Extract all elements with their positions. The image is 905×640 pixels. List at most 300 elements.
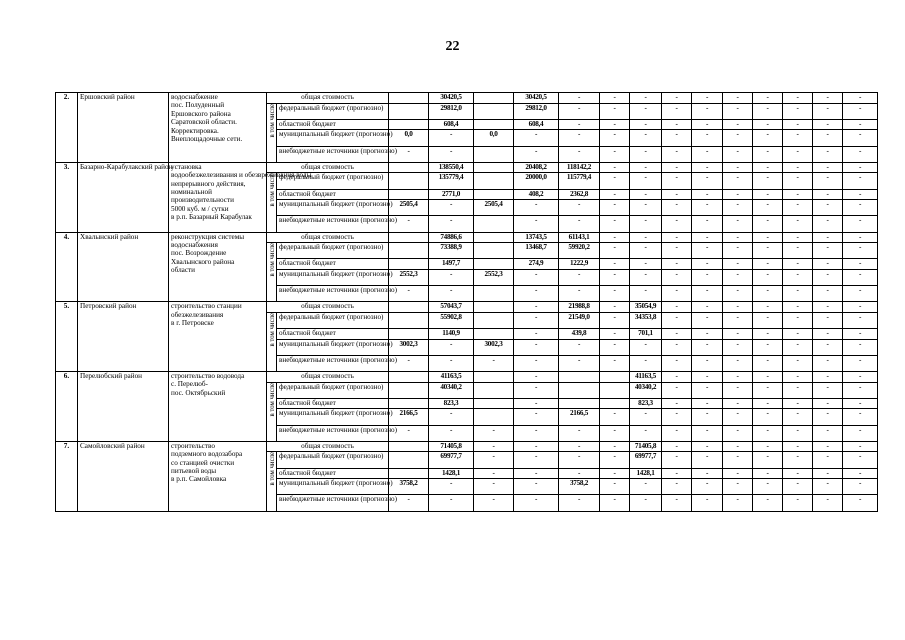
value-cell: - — [600, 103, 630, 119]
value-cell: - — [559, 441, 600, 452]
value-cell: 69977,7 — [630, 452, 662, 468]
funding-source-label: областной бюджет — [277, 259, 389, 270]
value-cell: - — [813, 312, 843, 328]
value-cell: - — [813, 269, 843, 285]
value-cell: - — [559, 468, 600, 479]
value-cell: - — [753, 103, 783, 119]
value-cell: - — [662, 425, 692, 441]
value-cell: - — [600, 232, 630, 243]
description-line: непрерывного действия, — [171, 179, 246, 188]
value-cell: - — [600, 269, 630, 285]
value-cell — [474, 216, 514, 232]
value-cell — [389, 302, 429, 313]
value-cell: 3002,3 — [474, 339, 514, 355]
value-cell: - — [813, 339, 843, 355]
description-line: области — [171, 266, 196, 275]
value-cell: - — [429, 200, 474, 216]
value-cell: - — [514, 200, 559, 216]
value-cell: - — [630, 146, 662, 162]
value-cell: - — [723, 103, 753, 119]
value-cell: - — [600, 329, 630, 340]
value-cell: - — [559, 355, 600, 371]
value-cell: - — [723, 269, 753, 285]
description-line: подземного водозабора — [171, 450, 243, 459]
value-cell: - — [600, 339, 630, 355]
value-cell: - — [662, 452, 692, 468]
table-row — [56, 372, 878, 383]
row-number: 4. — [56, 232, 78, 302]
value-cell: - — [662, 495, 692, 511]
including-vertical-label — [267, 243, 277, 302]
value-cell: - — [692, 372, 723, 383]
value-cell: - — [843, 269, 878, 285]
value-cell: - — [630, 495, 662, 511]
description-line: со станцией очистки — [171, 458, 235, 467]
value-cell: - — [723, 312, 753, 328]
funding-source-label: областной бюджет — [277, 119, 389, 130]
value-cell: - — [813, 495, 843, 511]
value-cell: - — [559, 216, 600, 232]
value-cell: - — [662, 269, 692, 285]
value-cell: - — [753, 302, 783, 313]
including-label-text: в том числе — [269, 312, 276, 347]
value-cell — [389, 372, 429, 383]
project-description — [169, 93, 267, 163]
value-cell: - — [813, 329, 843, 340]
value-cell: - — [630, 103, 662, 119]
value-cell: 2552,3 — [474, 269, 514, 285]
value-cell: 2505,4 — [389, 200, 429, 216]
value-cell: - — [753, 382, 783, 398]
value-cell: 138550,4 — [429, 162, 474, 173]
value-cell: - — [600, 119, 630, 130]
value-cell — [389, 243, 429, 259]
value-cell — [389, 468, 429, 479]
value-cell: - — [843, 372, 878, 383]
project-description — [169, 372, 267, 442]
value-cell: - — [514, 339, 559, 355]
description-line: в г. Петровске — [171, 319, 214, 328]
value-cell: - — [600, 130, 630, 146]
description-line: Ершовского района — [171, 109, 231, 118]
value-cell: - — [389, 286, 429, 302]
value-cell: - — [662, 200, 692, 216]
value-cell: - — [813, 479, 843, 495]
value-cell: 21988,8 — [559, 302, 600, 313]
value-cell: - — [843, 286, 878, 302]
value-cell: - — [783, 452, 813, 468]
value-cell: - — [692, 162, 723, 173]
value-cell: - — [514, 372, 559, 383]
value-cell: - — [753, 339, 783, 355]
description-line: в р.п. Самойловка — [171, 475, 227, 484]
value-cell: - — [783, 312, 813, 328]
funding-source-label: федеральный бюджет (прогнозно) — [277, 312, 389, 328]
value-cell: - — [514, 302, 559, 313]
value-cell: - — [753, 409, 783, 425]
value-cell: - — [813, 398, 843, 409]
value-cell: - — [692, 441, 723, 452]
including-label-text: в том числе — [269, 243, 276, 277]
value-cell: - — [692, 382, 723, 398]
value-cell: - — [630, 243, 662, 259]
value-cell: - — [600, 355, 630, 371]
value-cell: - — [429, 269, 474, 285]
value-cell: - — [753, 173, 783, 189]
district-name: Петровский район — [78, 302, 169, 372]
value-cell: - — [843, 441, 878, 452]
value-cell: - — [813, 372, 843, 383]
value-cell: - — [600, 243, 630, 259]
value-cell: - — [813, 468, 843, 479]
value-cell: 57043,7 — [429, 302, 474, 313]
value-cell: - — [662, 468, 692, 479]
funding-source-label: федеральный бюджет (прогнозно) — [277, 452, 389, 468]
value-cell: - — [813, 259, 843, 270]
value-cell: - — [600, 302, 630, 313]
value-cell: - — [723, 468, 753, 479]
total-cost-label: общая стоимость — [267, 162, 389, 173]
value-cell: - — [723, 302, 753, 313]
value-cell: 2166,5 — [389, 409, 429, 425]
value-cell: - — [753, 441, 783, 452]
value-cell: - — [753, 452, 783, 468]
value-cell: - — [662, 162, 692, 173]
funding-table — [55, 92, 878, 512]
value-cell: - — [783, 286, 813, 302]
value-cell — [474, 162, 514, 173]
value-cell: 61143,1 — [559, 232, 600, 243]
value-cell: - — [514, 468, 559, 479]
value-cell: - — [753, 329, 783, 340]
value-cell: - — [600, 259, 630, 270]
value-cell: - — [843, 339, 878, 355]
value-cell: - — [630, 93, 662, 104]
value-cell: 13468,7 — [514, 243, 559, 259]
value-cell: - — [783, 302, 813, 313]
funding-source-label: областной бюджет — [277, 468, 389, 479]
value-cell: - — [813, 130, 843, 146]
description-line: с. Перелюб- — [171, 380, 208, 389]
value-cell — [389, 162, 429, 173]
value-cell: - — [813, 425, 843, 441]
page-number: 22 — [445, 39, 460, 54]
value-cell: - — [723, 425, 753, 441]
including-label-text: в том числе — [269, 382, 276, 417]
value-cell — [389, 232, 429, 243]
value-cell: - — [429, 479, 474, 495]
value-cell: - — [843, 93, 878, 104]
value-cell: - — [692, 398, 723, 409]
row-number: 2. — [56, 93, 78, 163]
value-cell: - — [783, 468, 813, 479]
value-cell — [474, 189, 514, 200]
value-cell: - — [783, 173, 813, 189]
value-cell: - — [783, 269, 813, 285]
district-name: Хвалынский район — [78, 232, 169, 302]
value-cell: - — [662, 382, 692, 398]
funding-source-label: федеральный бюджет (прогнозно) — [277, 243, 389, 259]
value-cell: - — [429, 425, 474, 441]
value-cell: - — [843, 409, 878, 425]
funding-source-label: федеральный бюджет (прогнозно) — [277, 173, 389, 189]
description-line: питьевой воды — [171, 466, 217, 475]
value-cell: - — [662, 93, 692, 104]
value-cell: - — [389, 495, 429, 511]
value-cell: - — [843, 425, 878, 441]
value-cell: - — [813, 232, 843, 243]
value-cell: - — [600, 441, 630, 452]
value-cell: - — [692, 93, 723, 104]
value-cell: - — [630, 259, 662, 270]
value-cell: - — [559, 200, 600, 216]
value-cell: 40340,2 — [429, 382, 474, 398]
row-number: 6. — [56, 372, 78, 442]
total-cost-label: общая стоимость — [267, 372, 389, 383]
value-cell: - — [662, 355, 692, 371]
table-row — [56, 93, 878, 104]
value-cell: 3002,3 — [389, 339, 429, 355]
value-cell: 2166,5 — [559, 409, 600, 425]
value-cell: - — [753, 479, 783, 495]
including-vertical-label — [267, 382, 277, 441]
value-cell: - — [723, 382, 753, 398]
value-cell: - — [662, 329, 692, 340]
value-cell: - — [692, 173, 723, 189]
value-cell: 0,0 — [389, 130, 429, 146]
value-cell: - — [514, 130, 559, 146]
row-number: 3. — [56, 162, 78, 232]
description-line: водообезжелезивания и обезвреживания воды — [171, 171, 312, 180]
value-cell: - — [813, 200, 843, 216]
value-cell: - — [783, 162, 813, 173]
total-cost-label: общая стоимость — [267, 232, 389, 243]
value-cell: 608,4 — [429, 119, 474, 130]
including-vertical-label — [267, 173, 277, 232]
funding-source-label: федеральный бюджет (прогнозно) — [277, 382, 389, 398]
value-cell: - — [662, 243, 692, 259]
value-cell: - — [662, 398, 692, 409]
value-cell: - — [843, 355, 878, 371]
value-cell: - — [723, 216, 753, 232]
row-number: 7. — [56, 441, 78, 511]
value-cell: - — [389, 355, 429, 371]
value-cell: - — [843, 189, 878, 200]
value-cell — [389, 259, 429, 270]
value-cell: - — [723, 398, 753, 409]
value-cell — [474, 372, 514, 383]
value-cell: - — [813, 189, 843, 200]
value-cell: - — [662, 286, 692, 302]
funding-table-body — [56, 93, 878, 512]
value-cell: - — [843, 382, 878, 398]
value-cell: - — [843, 302, 878, 313]
value-cell: - — [843, 103, 878, 119]
value-cell: - — [783, 495, 813, 511]
value-cell: - — [514, 495, 559, 511]
value-cell: - — [723, 286, 753, 302]
project-description — [169, 232, 267, 302]
value-cell: - — [559, 269, 600, 285]
value-cell: - — [843, 173, 878, 189]
value-cell — [474, 409, 514, 425]
value-cell: - — [783, 200, 813, 216]
value-cell: - — [559, 93, 600, 104]
value-cell: - — [783, 93, 813, 104]
description-line: в р.п. Базарный Карабулак — [171, 213, 252, 222]
value-cell — [474, 286, 514, 302]
value-cell: - — [692, 495, 723, 511]
value-cell — [600, 382, 630, 398]
value-cell: 135779,4 — [429, 173, 474, 189]
funding-source-label: областной бюджет — [277, 398, 389, 409]
value-cell: - — [692, 339, 723, 355]
value-cell — [474, 119, 514, 130]
value-cell: - — [843, 119, 878, 130]
value-cell: - — [843, 216, 878, 232]
value-cell — [389, 452, 429, 468]
value-cell: 29812,0 — [514, 103, 559, 119]
value-cell: - — [600, 286, 630, 302]
description-line: производительности — [171, 196, 234, 205]
value-cell: 2552,3 — [389, 269, 429, 285]
value-cell: 1497,7 — [429, 259, 474, 270]
value-cell — [474, 382, 514, 398]
value-cell: - — [813, 243, 843, 259]
value-cell: - — [630, 162, 662, 173]
value-cell — [389, 93, 429, 104]
funding-source-label: областной бюджет — [277, 329, 389, 340]
value-cell — [389, 189, 429, 200]
value-cell: - — [474, 468, 514, 479]
description-line: обезжелезивания — [171, 310, 224, 319]
value-cell: - — [783, 259, 813, 270]
value-cell: - — [600, 162, 630, 173]
value-cell: - — [723, 243, 753, 259]
value-cell: - — [723, 200, 753, 216]
value-cell: - — [692, 146, 723, 162]
value-cell: - — [723, 329, 753, 340]
value-cell: - — [813, 173, 843, 189]
value-cell: - — [843, 162, 878, 173]
value-cell: - — [723, 409, 753, 425]
value-cell — [559, 372, 600, 383]
value-cell: - — [630, 425, 662, 441]
value-cell: - — [843, 259, 878, 270]
value-cell: - — [753, 232, 783, 243]
funding-source-label: муниципальный бюджет (прогнозно) — [277, 200, 389, 216]
value-cell: 701,1 — [630, 329, 662, 340]
value-cell: 20408,2 — [514, 162, 559, 173]
value-cell: - — [723, 479, 753, 495]
value-cell: - — [783, 425, 813, 441]
value-cell — [389, 382, 429, 398]
funding-source-label: внебюджетные источники (прогнозно) — [277, 286, 389, 302]
value-cell: - — [600, 425, 630, 441]
value-cell: - — [813, 216, 843, 232]
district-name: Самойловский район — [78, 441, 169, 511]
value-cell: - — [753, 162, 783, 173]
value-cell: - — [783, 243, 813, 259]
value-cell: - — [630, 119, 662, 130]
value-cell: - — [783, 146, 813, 162]
value-cell: - — [723, 146, 753, 162]
value-cell: - — [692, 216, 723, 232]
funding-source-label: внебюджетные источники (прогнозно) — [277, 146, 389, 162]
value-cell: - — [429, 286, 474, 302]
description-line: пос. Октябрьский — [171, 388, 226, 397]
value-cell — [389, 398, 429, 409]
value-cell: - — [783, 189, 813, 200]
description-line: реконструкция системы — [171, 232, 245, 241]
total-cost-label: общая стоимость — [267, 302, 389, 313]
description-line: водоснабжения — [171, 240, 218, 249]
value-cell: - — [662, 259, 692, 270]
funding-source-label: федеральный бюджет (прогнозно) — [277, 103, 389, 119]
value-cell: - — [662, 372, 692, 383]
value-cell: - — [474, 355, 514, 371]
value-cell: - — [813, 146, 843, 162]
value-cell — [474, 173, 514, 189]
value-cell: - — [843, 232, 878, 243]
value-cell: - — [692, 286, 723, 302]
value-cell: - — [692, 103, 723, 119]
value-cell — [474, 329, 514, 340]
value-cell: 2771,0 — [429, 189, 474, 200]
value-cell: - — [429, 495, 474, 511]
value-cell: 30420,5 — [429, 93, 474, 104]
value-cell: - — [783, 441, 813, 452]
value-cell: 69977,7 — [429, 452, 474, 468]
value-cell — [389, 119, 429, 130]
value-cell: 41163,5 — [429, 372, 474, 383]
value-cell: - — [600, 189, 630, 200]
value-cell: - — [753, 269, 783, 285]
value-cell: 408,2 — [514, 189, 559, 200]
description-line: Саратовской области. — [171, 118, 237, 127]
value-cell: - — [692, 479, 723, 495]
value-cell: - — [692, 269, 723, 285]
value-cell: 71405,8 — [429, 441, 474, 452]
value-cell: - — [630, 173, 662, 189]
value-cell: 608,4 — [514, 119, 559, 130]
value-cell: - — [753, 119, 783, 130]
value-cell: - — [843, 200, 878, 216]
value-cell: - — [692, 189, 723, 200]
value-cell — [474, 146, 514, 162]
value-cell: - — [514, 425, 559, 441]
value-cell: - — [662, 189, 692, 200]
value-cell: - — [783, 355, 813, 371]
value-cell: - — [662, 119, 692, 130]
value-cell: - — [783, 103, 813, 119]
including-label-text: в том числе — [269, 452, 276, 486]
district-name: Ершовский район — [78, 93, 169, 163]
including-vertical-label — [267, 103, 277, 162]
value-cell — [474, 302, 514, 313]
value-cell: - — [723, 232, 753, 243]
value-cell: - — [514, 216, 559, 232]
description-line: водоснабжение — [171, 93, 218, 101]
value-cell: 823,3 — [429, 398, 474, 409]
value-cell: - — [600, 200, 630, 216]
value-cell: - — [723, 441, 753, 452]
value-cell: - — [662, 479, 692, 495]
value-cell: 73388,9 — [429, 243, 474, 259]
value-cell: - — [753, 130, 783, 146]
description-line: строительство — [171, 441, 215, 450]
value-cell: - — [662, 339, 692, 355]
